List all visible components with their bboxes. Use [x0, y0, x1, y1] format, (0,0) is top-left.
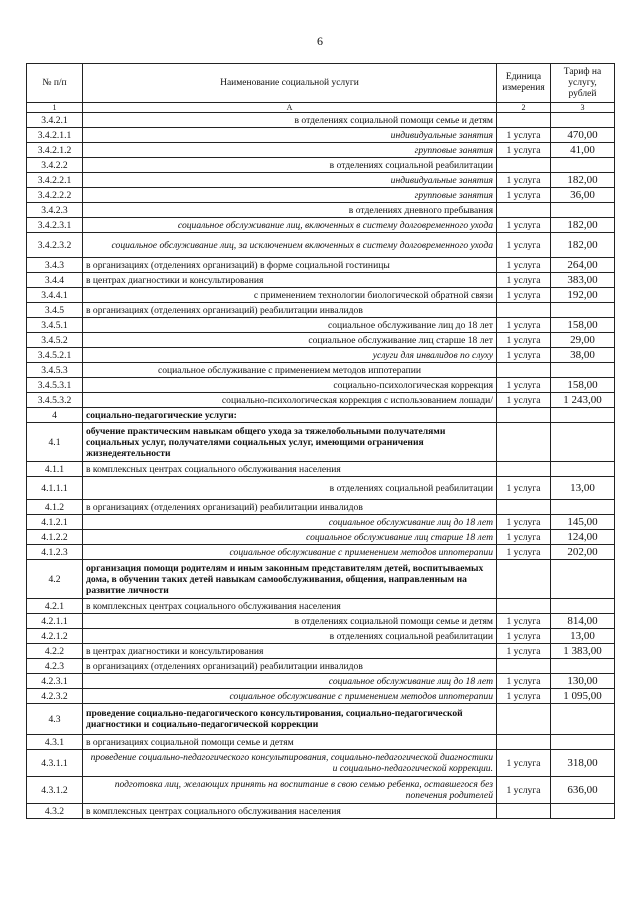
row-unit: 1 услуга [497, 128, 551, 143]
row-number: 4.3.2 [27, 804, 83, 819]
row-service-name: в организациях социальной помощи семье и детям [83, 735, 497, 750]
row-number: 3.4.5.3 [27, 363, 83, 378]
table-row [27, 659, 615, 674]
row-number: 3.4.5.2.1 [27, 348, 83, 363]
row-service-name: в отделениях социальной реабилитации [83, 629, 497, 644]
table-row [27, 143, 615, 158]
row-number: 4.2.3.2 [27, 689, 83, 704]
row-service-name: в комплексных центрах социального обслуживания населения [83, 462, 497, 477]
row-number: 3.4.2.3.1 [27, 218, 83, 233]
row-unit [497, 599, 551, 614]
table-header-row [27, 64, 615, 103]
row-service-name: в центрах диагностики и консультирования [83, 644, 497, 659]
table-row [27, 530, 615, 545]
row-number: 4.1.2.1 [27, 515, 83, 530]
row-unit: 1 услуга [497, 515, 551, 530]
table-row [27, 393, 615, 408]
row-service-name: с применением технологии биологической обратной связи [83, 288, 497, 303]
table-row [27, 128, 615, 143]
table-row [27, 363, 615, 378]
row-service-name: в комплексных центрах социального обслуживания населения [83, 804, 497, 819]
row-unit: 1 услуга [497, 689, 551, 704]
row-unit: 1 услуга [497, 477, 551, 500]
row-service-name: социально-педагогические услуги: [83, 408, 497, 423]
row-unit: 1 услуга [497, 393, 551, 408]
row-unit [497, 659, 551, 674]
row-tariff: 636,00 [551, 777, 615, 804]
row-tariff [551, 113, 615, 128]
table-row [27, 804, 615, 819]
row-tariff [551, 599, 615, 614]
table-row [27, 218, 615, 233]
table-row [27, 674, 615, 689]
row-service-name: социальное обслуживание лиц старше 18 лет [83, 530, 497, 545]
table-row [27, 500, 615, 515]
row-service-name: социальное обслуживание лиц до 18 лет [83, 674, 497, 689]
table-row [27, 408, 615, 423]
row-unit: 1 услуга [497, 188, 551, 203]
table-row [27, 173, 615, 188]
table-row [27, 423, 615, 462]
row-service-name: социально-психологическая коррекция с использованием лошади/ [83, 393, 497, 408]
table-row [27, 258, 615, 273]
row-service-name: в отделениях социальной помощи семье и детям [83, 614, 497, 629]
row-unit: 1 услуга [497, 143, 551, 158]
row-unit: 1 услуга [497, 644, 551, 659]
row-tariff: 13,00 [551, 477, 615, 500]
row-tariff: 182,00 [551, 218, 615, 233]
table-row [27, 614, 615, 629]
row-unit: 1 услуга [497, 674, 551, 689]
row-tariff [551, 462, 615, 477]
row-unit: 1 услуга [497, 629, 551, 644]
row-unit [497, 113, 551, 128]
row-service-name: в комплексных центрах социального обслуживания населения [83, 599, 497, 614]
row-unit [497, 363, 551, 378]
row-number: 4.2.2 [27, 644, 83, 659]
row-unit: 1 услуга [497, 348, 551, 363]
header-unit: Единица измерения [497, 64, 551, 103]
row-unit [497, 804, 551, 819]
row-unit: 1 услуга [497, 233, 551, 258]
table-row [27, 560, 615, 599]
row-unit [497, 500, 551, 515]
row-number: 3.4.2.1 [27, 113, 83, 128]
row-service-name: в организациях (отделениях организаций) реабилитации инвалидов [83, 659, 497, 674]
row-service-name: в отделениях дневного пребывания [83, 203, 497, 218]
row-tariff [551, 363, 615, 378]
subheader-unit: 2 [497, 103, 551, 113]
table-row [27, 477, 615, 500]
row-service-name: групповые занятия [83, 188, 497, 203]
table-row [27, 462, 615, 477]
row-tariff: 383,00 [551, 273, 615, 288]
row-tariff [551, 704, 615, 735]
row-number: 4.1.2.3 [27, 545, 83, 560]
row-number: 4.2.3 [27, 659, 83, 674]
row-service-name: социальное обслуживание лиц до 18 лет [83, 318, 497, 333]
row-service-name: социальное обслуживание с применением методов иппотерапии [83, 689, 497, 704]
row-service-name: социальное обслуживание лиц, включенных в систему долговременного ухода [83, 218, 497, 233]
row-unit: 1 услуга [497, 173, 551, 188]
row-tariff: 470,00 [551, 128, 615, 143]
row-unit: 1 услуга [497, 378, 551, 393]
table-row [27, 750, 615, 777]
row-number: 4.2 [27, 560, 83, 599]
row-service-name: социально-психологическая коррекция [83, 378, 497, 393]
row-unit: 1 услуга [497, 288, 551, 303]
row-number: 4 [27, 408, 83, 423]
row-tariff [551, 158, 615, 173]
row-unit [497, 704, 551, 735]
row-service-name: в центрах диагностики и консультирования [83, 273, 497, 288]
row-unit: 1 услуга [497, 777, 551, 804]
table-row [27, 288, 615, 303]
table-row [27, 629, 615, 644]
row-tariff [551, 303, 615, 318]
row-tariff: 29,00 [551, 333, 615, 348]
row-number: 4.3.1.1 [27, 750, 83, 777]
row-tariff: 124,00 [551, 530, 615, 545]
row-number: 4.2.1.2 [27, 629, 83, 644]
row-unit [497, 560, 551, 599]
table-row [27, 348, 615, 363]
row-number: 4.2.1 [27, 599, 83, 614]
page-number: 6 [317, 34, 323, 48]
header-tariff: Тариф на услугу, рублей [551, 64, 615, 103]
row-number: 3.4.2.1.1 [27, 128, 83, 143]
row-unit [497, 735, 551, 750]
row-number: 3.4.4 [27, 273, 83, 288]
table-row [27, 689, 615, 704]
row-service-name: групповые занятия [83, 143, 497, 158]
row-number: 3.4.2.3.2 [27, 233, 83, 258]
row-tariff: 1 383,00 [551, 644, 615, 659]
row-service-name: организация помощи родителям и иным законным представителям детей, воспитываемых дома, в обучении таких детей навыкам самообслуживания, общения, направленным на развитие личности [83, 560, 497, 599]
row-service-name: социальное обслуживание лиц до 18 лет [83, 515, 497, 530]
row-tariff [551, 735, 615, 750]
table-body [27, 113, 615, 819]
row-service-name: социальное обслуживание лиц старше 18 лет [83, 333, 497, 348]
row-tariff: 158,00 [551, 318, 615, 333]
table-row [27, 704, 615, 735]
row-tariff: 264,00 [551, 258, 615, 273]
table-row [27, 545, 615, 560]
table-row [27, 735, 615, 750]
row-tariff [551, 804, 615, 819]
row-unit: 1 услуга [497, 273, 551, 288]
row-number: 4.1.2 [27, 500, 83, 515]
row-service-name: социальное обслуживание с применением методов иппотерапии [83, 363, 497, 378]
table-row [27, 233, 615, 258]
table-subheader-row [27, 103, 615, 113]
row-service-name: проведение социально-педагогического консультирования, социально-педагогической диагностики и социально-педагогической коррекции [83, 704, 497, 735]
row-service-name: индивидуальные занятия [83, 128, 497, 143]
table-row [27, 113, 615, 128]
row-tariff: 158,00 [551, 378, 615, 393]
table-row [27, 203, 615, 218]
row-number: 3.4.5.3.1 [27, 378, 83, 393]
row-tariff: 1 095,00 [551, 689, 615, 704]
row-number: 3.4.2.2.1 [27, 173, 83, 188]
row-number: 4.2.1.1 [27, 614, 83, 629]
row-number: 3.4.2.2.2 [27, 188, 83, 203]
row-unit: 1 услуга [497, 750, 551, 777]
row-number: 3.4.5.3.2 [27, 393, 83, 408]
row-number: 3.4.2.3 [27, 203, 83, 218]
row-number: 3.4.5 [27, 303, 83, 318]
table-row [27, 644, 615, 659]
row-number: 3.4.3 [27, 258, 83, 273]
row-number: 4.3 [27, 704, 83, 735]
row-number: 4.3.1 [27, 735, 83, 750]
row-unit: 1 услуга [497, 530, 551, 545]
row-service-name: в отделениях социальной реабилитации [83, 477, 497, 500]
row-tariff: 13,00 [551, 629, 615, 644]
row-service-name: социальное обслуживание с применением методов иппотерапии [83, 545, 497, 560]
row-number: 4.3.1.2 [27, 777, 83, 804]
row-service-name: в отделениях социальной помощи семье и детям [83, 113, 497, 128]
header-number: № п/п [27, 64, 83, 103]
row-number: 3.4.5.2 [27, 333, 83, 348]
row-tariff: 1 243,00 [551, 393, 615, 408]
table-row [27, 188, 615, 203]
subheader-number: 1 [27, 103, 83, 113]
table-row [27, 599, 615, 614]
row-unit [497, 423, 551, 462]
table-row [27, 378, 615, 393]
row-number: 4.1.2.2 [27, 530, 83, 545]
row-service-name: социальное обслуживание лиц, за исключением включенных в систему долговременного ухода [83, 233, 497, 258]
row-tariff: 182,00 [551, 173, 615, 188]
row-tariff: 130,00 [551, 674, 615, 689]
row-service-name: подготовка лиц, желающих принять на воспитание в свою семью ребенка, оставшегося без попечения родителей [83, 777, 497, 804]
row-unit [497, 408, 551, 423]
row-unit: 1 услуга [497, 545, 551, 560]
row-number: 3.4.2.1.2 [27, 143, 83, 158]
table-row [27, 273, 615, 288]
row-unit [497, 158, 551, 173]
row-tariff: 36,00 [551, 188, 615, 203]
row-tariff [551, 423, 615, 462]
row-number: 3.4.5.1 [27, 318, 83, 333]
row-tariff [551, 408, 615, 423]
row-number: 3.4.4.1 [27, 288, 83, 303]
row-service-name: в организациях (отделениях организаций) реабилитации инвалидов [83, 500, 497, 515]
subheader-tariff: 3 [551, 103, 615, 113]
row-unit [497, 303, 551, 318]
row-tariff: 38,00 [551, 348, 615, 363]
row-tariff: 182,00 [551, 233, 615, 258]
row-tariff: 41,00 [551, 143, 615, 158]
row-unit: 1 услуга [497, 258, 551, 273]
subheader-name: А [83, 103, 497, 113]
table-row [27, 777, 615, 804]
row-service-name: в отделениях социальной реабилитации [83, 158, 497, 173]
table-row [27, 318, 615, 333]
row-unit: 1 услуга [497, 333, 551, 348]
row-unit: 1 услуга [497, 318, 551, 333]
row-tariff [551, 203, 615, 218]
header-service-name: Наименование социальной услуги [83, 64, 497, 103]
row-number: 4.1.1 [27, 462, 83, 477]
row-unit: 1 услуга [497, 614, 551, 629]
tariff-table [26, 63, 615, 819]
row-tariff [551, 659, 615, 674]
row-number: 4.2.3.1 [27, 674, 83, 689]
row-tariff [551, 560, 615, 599]
row-number: 4.1 [27, 423, 83, 462]
row-tariff: 192,00 [551, 288, 615, 303]
row-unit: 1 услуга [497, 218, 551, 233]
row-tariff: 145,00 [551, 515, 615, 530]
row-tariff [551, 500, 615, 515]
row-unit [497, 203, 551, 218]
table-row [27, 303, 615, 318]
row-number: 4.1.1.1 [27, 477, 83, 500]
row-number: 3.4.2.2 [27, 158, 83, 173]
row-service-name: проведение социально-педагогического консультирования, социально-педагогической диагностики и социально-педагогической коррекции. [83, 750, 497, 777]
row-service-name: услуги для инвалидов по слуху [83, 348, 497, 363]
row-service-name: обучение практическим навыкам общего ухода за тяжелобольными получателями социальных услуг, получателями социальных услуг, имеющими ограничения жизнедеятельности [83, 423, 497, 462]
table-row [27, 158, 615, 173]
row-service-name: в организациях (отделениях организаций) реабилитации инвалидов [83, 303, 497, 318]
row-unit [497, 462, 551, 477]
row-tariff: 202,00 [551, 545, 615, 560]
row-service-name: в организациях (отделениях организаций) в форме социальной гостиницы [83, 258, 497, 273]
table-row [27, 515, 615, 530]
table-row [27, 333, 615, 348]
row-service-name: индивидуальные занятия [83, 173, 497, 188]
row-tariff: 814,00 [551, 614, 615, 629]
row-tariff: 318,00 [551, 750, 615, 777]
